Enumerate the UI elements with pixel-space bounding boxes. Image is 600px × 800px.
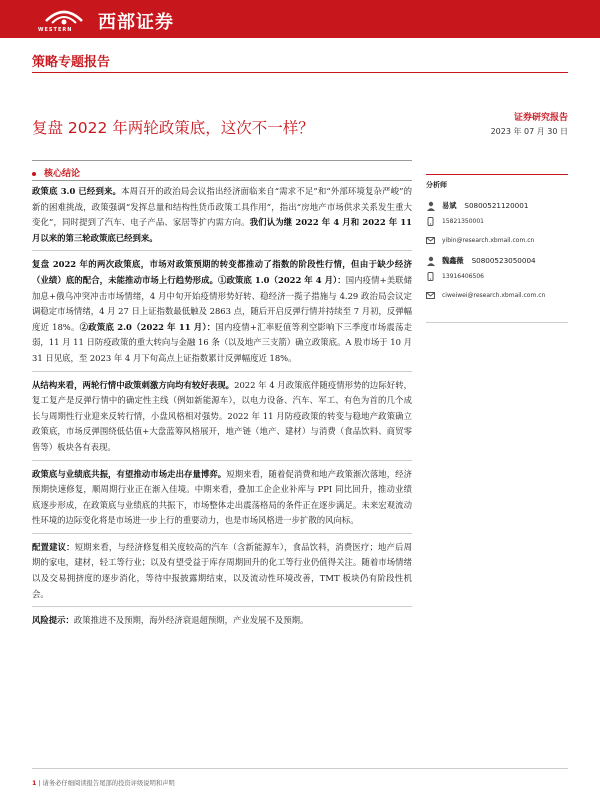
divider — [32, 160, 412, 161]
analyst-email[interactable]: yibin@research.xbmail.com.cn — [426, 231, 568, 250]
bullet-icon — [32, 172, 36, 176]
divider — [32, 371, 412, 372]
analyst-row — [426, 199, 568, 212]
page-number: 1 — [32, 780, 37, 787]
divider — [426, 174, 568, 175]
analyst-title: 分析师 — [426, 181, 447, 189]
divider — [32, 180, 412, 181]
analyst-panel — [426, 180, 568, 305]
analyst-phone: 13916406506 — [426, 267, 568, 286]
main-body — [32, 184, 412, 633]
phone-icon — [426, 272, 435, 281]
footer-disclaimer: 请务必仔细阅读报告尾部的投资评级说明和声明 — [42, 780, 175, 787]
person-icon — [426, 201, 436, 211]
brand-name: 西部证券 — [98, 12, 174, 33]
analyst-name: 魏鑫薇 — [442, 255, 464, 265]
report-date: 2023 年 07 月 30 日 — [490, 127, 568, 136]
divider — [32, 250, 412, 251]
analyst-row — [426, 254, 568, 267]
divider — [426, 322, 568, 323]
section-heading: 核心结论 — [32, 166, 80, 179]
report-type: 策略专题报告 — [32, 55, 111, 70]
divider — [32, 606, 412, 607]
analyst-cert: S0800521120001 — [464, 201, 529, 210]
header-bar — [0, 0, 600, 38]
paragraph: 从结构来看，两轮行情中政策刺激方向均有较好表现。2022 年 4 月政策底伴随疫情形势的边际好转，复工复产是反弹行情中的确定性主线（例如新能源车），以电力设备、汽车、军工、有色为首的几个成长与周期性行业迎来反转行情，小盘风格相对强势。2022 年 11 月防疫政策的转变与稳地产政策确立政策底，市场反弹围绕低估值+大盘蓝筹风格展开，地产链（地产、建材）与消费（食品饮料、商贸零售等）板块各有表现。 — [32, 379, 412, 452]
logo-text: WESTERN — [38, 27, 73, 33]
person-icon — [426, 256, 436, 266]
analyst-cert: S0800523050004 — [471, 256, 536, 265]
paragraph: 政策底与业绩底共振，有望推动市场走出存量博弈。短期来看，随着促消费和地产政策渐次落地，经济预期快速修复，顺周期行业正在渐入佳境。中期来看，叠加工企企业补库与 PPI 同比回升，推动业绩底逐步形成，在政策底与业绩底的共振下，市场整体走出震荡格局的条件正在逐步满足。未来宏观流动性环境的边际变化将是市场进一步上行的重要动力，也是市场风格进一步扩散的风向标。 — [32, 468, 413, 526]
paragraph: 风险提示：政策推进不及预期，海外经济衰退超预期，产业发展不及预期。 — [32, 615, 309, 626]
divider — [32, 72, 568, 73]
report-dept: 证券研究报告 — [513, 113, 568, 123]
paragraph: 复盘 2022 年的两次政策底，市场对政策预期的转变都推动了指数的阶段性行情，但由于缺少经济（业绩）底的配合，未能推动市场上行趋势形成。①政策底 1.0（2022 年 4 月）：国内疫情+美联储加息+俄乌冲突冲击市场情绪，4 月中旬开始疫情形势好转、稳经济一揽子措施与 4.29 政治局会议定调稳定市场情绪，4 月 27 日上证指数最低触及 2863 点，随后开启反弹行情并持续至 7 月初，反弹幅度近 18%。②政策底 2.0（2022 年 11 月）：国内疫情+汇率贬值等利空影响下三季度市场震荡走弱，11 月 11 日防疫政策的重大转向与金融 16 条（以及地产三支箭）确立政策底。A 股市场于 10 月 31 日见底，至 2023 年 4 月下旬高点上证指数累计反弹幅度近 18%。 — [32, 259, 412, 363]
divider — [32, 768, 568, 769]
phone-icon — [426, 217, 435, 226]
paragraph: 配置建议：短期来看，与经济修复相关度较高的汽车（含新能源车），食品饮料，消费医疗；地产后周期的家电，建材，轻工等行业；以及有望受益于库存周期回升的化工等行业仍值得关注。随着市场情绪以及交易拥挤度的逐步消化，等待中报披露期结束，以及流动性环境改善，TMT 板块仍有阶段性机会。 — [32, 541, 413, 599]
divider — [32, 460, 412, 461]
footer: 1 | 请务必仔细阅读报告尾部的投资评级说明和声明 — [32, 780, 175, 787]
analyst-phone: 15821350001 — [426, 212, 568, 231]
mail-icon — [426, 236, 435, 245]
paragraph: 政策底 3.0 已经到来。本周召开的政治局会议指出经济面临来自“需求不足”和“外部环境复杂严峻”的新的困难挑战，政策强调“发挥总量和结构性货币政策工具作用”，指出“房地产市场供求关系发生重大变化”，同时提到了汽车、电子产品、家居等扩内需方向。我们认为继 2022 年 4 月和 2022 年 11 月以来的第三轮政策底已经到来。 — [32, 186, 412, 243]
analyst-email[interactable]: ciweiwei@research.xbmail.com.cn — [426, 286, 568, 305]
page-title: 复盘 2022 年两轮政策底，这次不一样？ — [32, 119, 314, 137]
divider — [32, 533, 412, 534]
analyst-name: 易斌 — [442, 200, 457, 210]
mail-icon — [426, 291, 435, 300]
